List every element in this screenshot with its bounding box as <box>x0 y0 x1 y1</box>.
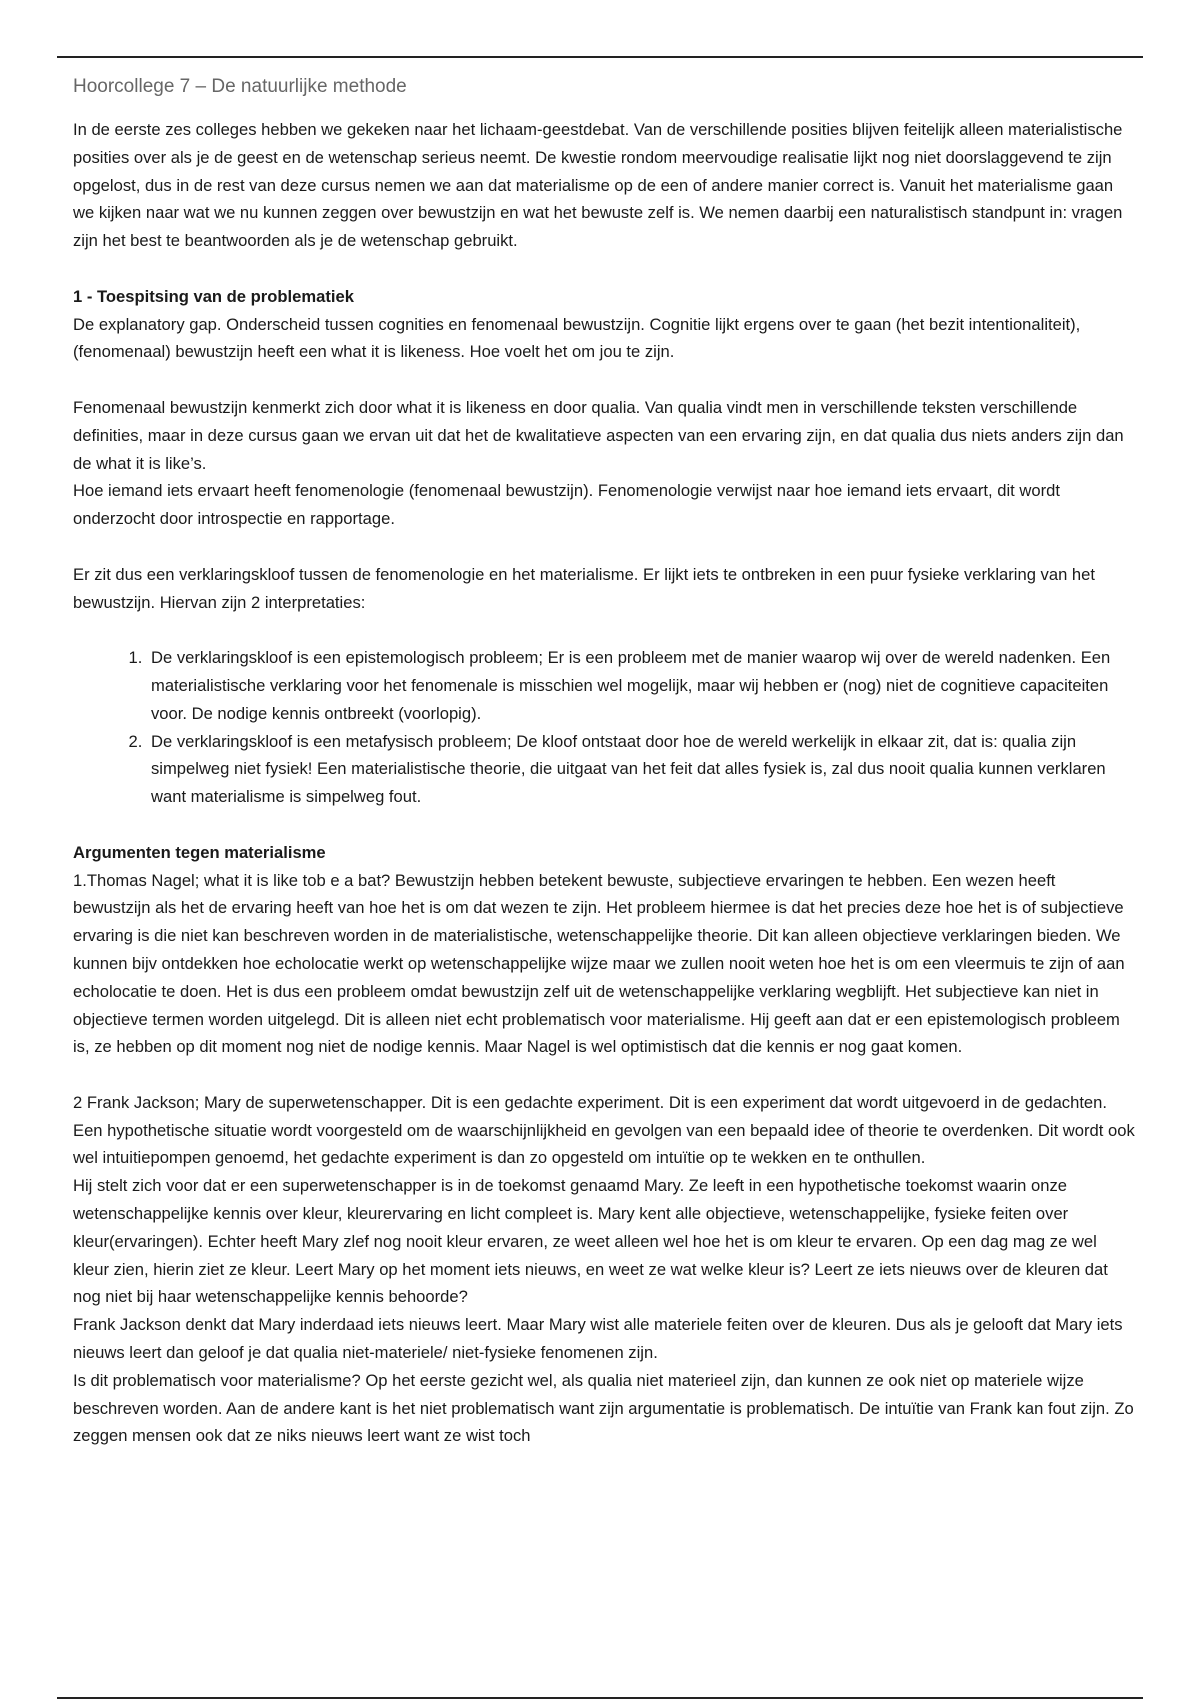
list-item: 2. De verklaringskloof is een metafysisch probleem; De kloof ontstaat door hoe de wereld werkelijk in elkaar zit, dat is: qualia zijn simpelweg niet fysiek! Een materialistische theorie, die uitgaat van het feit dat alles fysiek is, zal dus nooit qualia kunnen verklaren want materialisme is simpelweg fout. <box>147 728 1135 811</box>
paragraph-explanatory-gap: De explanatory gap. Onderscheid tussen cognities en fenomenaal bewustzijn. Cognitie lijkt ergens over te gaan (het bezit intentionaliteit), (fenomenaal) bewustzijn heeft een what it is likeness. Hoe voelt het om jou te zijn. <box>73 314 1081 362</box>
interpretations-list <box>73 644 1135 811</box>
list-item: 1. De verklaringskloof is een epistemologisch probleem; Er is een probleem met de manier waarop wij over de wereld nadenken. Een materialistische verklaring voor het fenomenale is misschien wel mogelijk, maar wij hebben er (nog) niet de cognitieve capaciteiten voor. De nodige kennis ontbreekt (voorlopig). <box>147 644 1135 727</box>
bottom-rule <box>57 1697 1143 1699</box>
paragraph-jackson-conclusion: Frank Jackson denkt dat Mary inderdaad iets nieuws leert. Maar Mary wist alle materiele feiten over de kleuren. Dus als je gelooft dat Mary iets nieuws leert dan geloof je dat qualia niet-materiele/ niet-fysieke fenomenen zijn. <box>73 1315 1123 1363</box>
page-title: Hoorcollege 7 – De natuurlijke methode <box>73 76 407 97</box>
paragraph-qualia: Fenomenaal bewustzijn kenmerkt zich door what it is likeness en door qualia. Van qualia vindt men in verschillende teksten verschillende definities, maar in deze cursus gaan we ervan uit dat het de kwalitatieve aspecten van een ervaring zijn, en dat qualia dus niets anders zijn dan de what it is like’s. <box>73 397 1124 473</box>
intro-paragraph: In de eerste zes colleges hebben we gekeken naar het lichaam-geestdebat. Van de verschillende posities blijven feitelijk alleen materialistische posities over als je de geest en de wetenschap serieus neemt. De kwestie rondom meervoudige realisatie lijkt nog niet doorslaggevend te zijn opgelost, dus in de rest van deze cursus nemen we aan dat materialisme op de een of andere manier correct is. Vanuit het materialisme gaan we kijken naar wat we nu kunnen zeggen over bewustzijn en wat het bewuste zelf is. We nemen daarbij een naturalistisch standpunt in: vragen zijn het best te beantwoorden als je de wetenschap gebruikt. <box>73 120 1123 251</box>
document-body <box>73 74 1135 1450</box>
section-heading-argumenten: Argumenten tegen materialisme <box>73 842 326 862</box>
top-rule <box>57 56 1143 58</box>
paragraph-fenomenologie: Hoe iemand iets ervaart heeft fenomenologie (fenomenaal bewustzijn). Fenomenologie verwijst naar hoe iemand iets ervaart, dit wordt onderzocht door introspectie en rapportage. <box>73 481 1060 529</box>
paragraph-verklaringskloof: Er zit dus een verklaringskloof tussen de fenomenologie en het materialisme. Er lijkt iets te ontbreken in een puur fysieke verklaring van het bewustzijn. Hiervan zijn 2 interpretaties: <box>73 564 1095 612</box>
paragraph-mary: Hij stelt zich voor dat er een superwetenschapper is in de toekomst genaamd Mary. Ze leeft in een hypothetische toekomst waarin onze wetenschappelijke kennis over kleur, kleurervaring en licht compleet is. Mary kent alle objectieve, wetenschappelijke, fysieke feiten over kleur(ervaringen). Echter heeft Mary zlef nog nooit kleur ervaren, ze weet alleen wel hoe het is om kleur te ervaren. Op een dag mag ze wel kleur zien, hierin ziet ze kleur. Leert Mary op het moment iets nieuws, en weet ze wat welke kleur is? Leert ze iets nieuws over de kleuren dat nog niet bij haar wetenschappelijke kennis behoorde? <box>73 1176 1108 1307</box>
paragraph-jackson-intro: 2 Frank Jackson; Mary de superwetenschapper. Dit is een gedachte experiment. Dit is een experiment dat wordt uitgevoerd in de gedachten. Een hypothetische situatie wordt voorgesteld om de waarschijnlijkheid en gevolgen van een bepaald idee of theorie te overdenken. Dit wordt ook wel intuitiepompen genoemd, het gedachte experiment is dan zo opgesteld om intuïtie op te wekken en te onthullen. <box>73 1092 1135 1168</box>
section-heading-problematiek: 1 - Toespitsing van de problematiek <box>73 286 354 306</box>
paragraph-materialism-problem: Is dit problematisch voor materialisme? Op het eerste gezicht wel, als qualia niet materieel zijn, dan kunnen ze ook niet op materiele wijze beschreven worden. Aan de andere kant is het niet problematisch want zijn argumentatie is problematisch. De intuïtie van Frank kan fout zijn. Zo zeggen mensen ook dat ze niks nieuws leert want ze wist toch <box>73 1370 1134 1446</box>
paragraph-nagel: 1.Thomas Nagel; what it is like tob e a bat? Bewustzijn hebben betekent bewuste, subjectieve ervaringen te hebben. Een wezen heeft bewustzijn als het de ervaring heeft van hoe het is om dat wezen te zijn. Het probleem hiermee is dat het precies deze hoe het is of subjectieve ervaring is die niet kan beschreven worden in de materialistische, wetenschappelijke theorie. Dit kan alleen objectieve verklaringen bieden. We kunnen bijv ontdekken hoe echolocatie werkt op wetenschappelijke wijze maar we zullen nooit weten hoe het is om een vleermuis te zijn of aan echolocatie te doen. Het is dus een probleem omdat bewustzijn zelf uit de wetenschappelijke verklaring wegblijft. Het subjectieve kan niet in objectieve termen worden uitgelegd. Dit is alleen niet echt problematisch voor materialisme. Hij geeft aan dat er een epistemologisch probleem is, ze hebben op dit moment nog niet de nodige kennis. Maar Nagel is wel optimistisch dat die kennis er nog gaat komen. <box>73 870 1125 1057</box>
